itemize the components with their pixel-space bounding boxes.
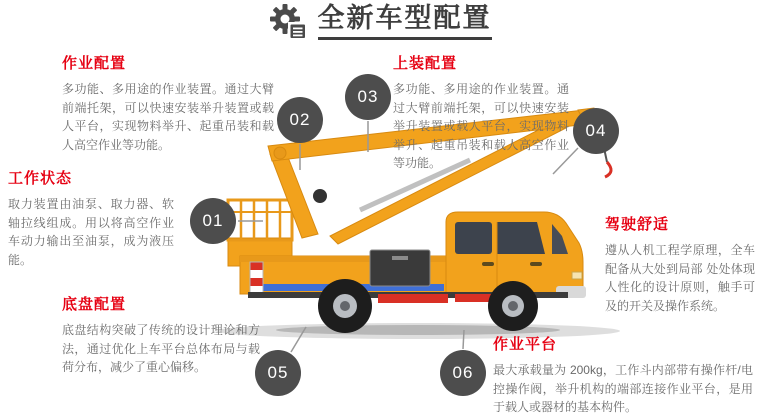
- marker-04: 04: [573, 108, 619, 154]
- section-upper-config: [393, 52, 569, 173]
- section-title: 工作状态: [8, 170, 73, 187]
- section-operation-config: [62, 52, 274, 154]
- section-chassis-config: [62, 293, 260, 377]
- page-title: 全新车型配置: [318, 2, 492, 40]
- section-body: 最大承载量为 200kg，工作斗内部带有操作杆/电控操作阀，举升机构的端部连接作业平台，是用于载人或器材的基本构件。: [493, 363, 753, 415]
- section-body: 取力装置由油泵、取力器、软轴拉线组成。用以将高空作业车动力输出至油泵，成为液压能。: [8, 197, 174, 267]
- gear-document-icon: [269, 3, 309, 41]
- section-title: 驾驶舒适: [605, 216, 670, 233]
- section-title: 底盘配置: [62, 296, 127, 313]
- marker-02: 02: [277, 97, 323, 143]
- marker-05: 05: [255, 350, 301, 396]
- page-header: [0, 2, 760, 41]
- warning-stripe: [250, 262, 263, 294]
- section-title: 作业配置: [62, 55, 127, 72]
- section-driving-comfort: [605, 213, 755, 315]
- section-title: 上装配置: [393, 55, 458, 72]
- section-body: 多功能、多用途的作业装置。通过大臂前端托架，可以快速安装举升装置或载人平台，实现物料举升、起重吊装和载人高空作业等功能。: [393, 82, 569, 171]
- section-title: 作业平台: [493, 336, 558, 353]
- front-wheel: [488, 281, 538, 331]
- section-body: 遵从人机工程学原理，全车配备从大处到局部 处处体现人性化的设计原则，触手可及的开关及操作系统。: [605, 243, 755, 313]
- marker-01: 01: [190, 198, 236, 244]
- marker-03: 03: [345, 74, 391, 120]
- marker-06: 06: [440, 350, 486, 396]
- section-working-state: [8, 167, 174, 269]
- section-body: 底盘结构突破了传统的设计理论和方法，通过优化上车平台总体布局与载荷分布，减少了重心偏移。: [62, 323, 260, 375]
- section-body: 多功能、多用途的作业装置。通过大臂前端托架，可以快速安装举升装置或载人平台，实现物料举升、起重吊装和载人高空作业等功能。: [62, 82, 274, 152]
- section-work-platform: [493, 333, 753, 417]
- rear-wheel: [318, 279, 372, 333]
